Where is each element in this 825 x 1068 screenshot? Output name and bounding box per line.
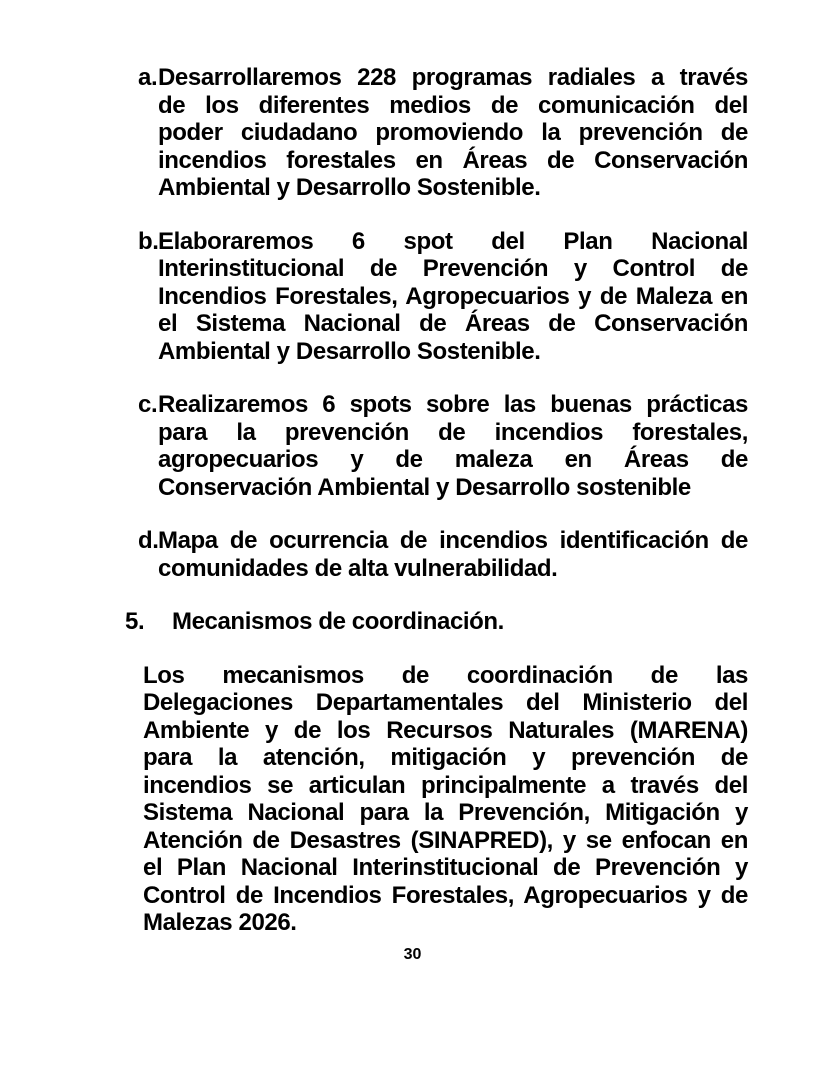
text-line: Delegaciones Departamentales del Ministerio del <box>143 689 748 716</box>
text-line: Control de Incendios Forestales, Agropecuarios y de <box>143 881 748 909</box>
list-item-a <box>138 64 748 202</box>
list-item-c <box>138 391 748 501</box>
text-line: poder ciudadano promoviendo la prevención de <box>158 119 748 146</box>
list-marker: 5. <box>125 608 145 635</box>
text-line: Mapa de ocurrencia de incendios identificación de <box>158 527 748 554</box>
text-line: el Sistema Nacional de Áreas de Conservación <box>158 310 748 337</box>
text-line: Sistema Nacional para la Prevención, Mitigación y <box>143 799 748 826</box>
text-line: Ambiente y de los Recursos Naturales (MARENA) <box>143 716 748 744</box>
text-line: para la atención, mitigación y prevención de <box>143 744 748 771</box>
list-marker: d. <box>138 527 159 554</box>
text-line: Ambiental y Desarrollo Sostenible. <box>158 174 541 201</box>
text-line: Mecanismos de coordinación. <box>172 608 504 635</box>
text-line: Elaboraremos 6 spot del Plan Nacional <box>158 227 748 255</box>
text-line: Incendios Forestales, Agropecuarios y de Maleza en <box>158 282 748 310</box>
text-line: incendios forestales en Áreas de Conservación <box>158 146 748 174</box>
text-line: Desarrollaremos 228 programas radiales a través <box>158 64 748 91</box>
text-line: comunidades de alta vulnerabilidad. <box>158 554 558 582</box>
list-marker: b. <box>138 227 159 255</box>
text-line: Conservación Ambiental y Desarrollo sostenible <box>158 473 691 501</box>
text-line: Los mecanismos de coordinación de las <box>143 661 748 689</box>
text-line: agropecuarios y de maleza en Áreas de <box>158 446 748 473</box>
text-line: Interinstitucional de Prevención y Control de <box>158 255 748 282</box>
text-line: para la prevención de incendios forestales, <box>158 418 748 446</box>
text-line: Atención de Desastres (SINAPRED), y se enfocan en <box>143 826 748 854</box>
section-heading <box>125 608 748 636</box>
list-item-b <box>138 228 748 366</box>
text-line: Realizaremos 6 spots sobre las buenas prácticas <box>158 391 748 418</box>
document-content <box>0 64 825 963</box>
text-line: Ambiental y Desarrollo Sostenible. <box>158 337 541 365</box>
body-paragraph <box>143 662 748 937</box>
text-line: el Plan Nacional Interinstitucional de Prevención y <box>143 854 748 881</box>
page-number: 30 <box>403 946 422 963</box>
list-marker: c. <box>138 391 158 418</box>
text-line: incendios se articulan principalmente a través del <box>143 771 748 799</box>
list-item-d <box>138 527 748 582</box>
list-marker: a. <box>138 64 158 91</box>
text-line: de los diferentes medios de comunicación del <box>158 91 748 119</box>
text-line: Malezas 2026. <box>143 909 297 936</box>
